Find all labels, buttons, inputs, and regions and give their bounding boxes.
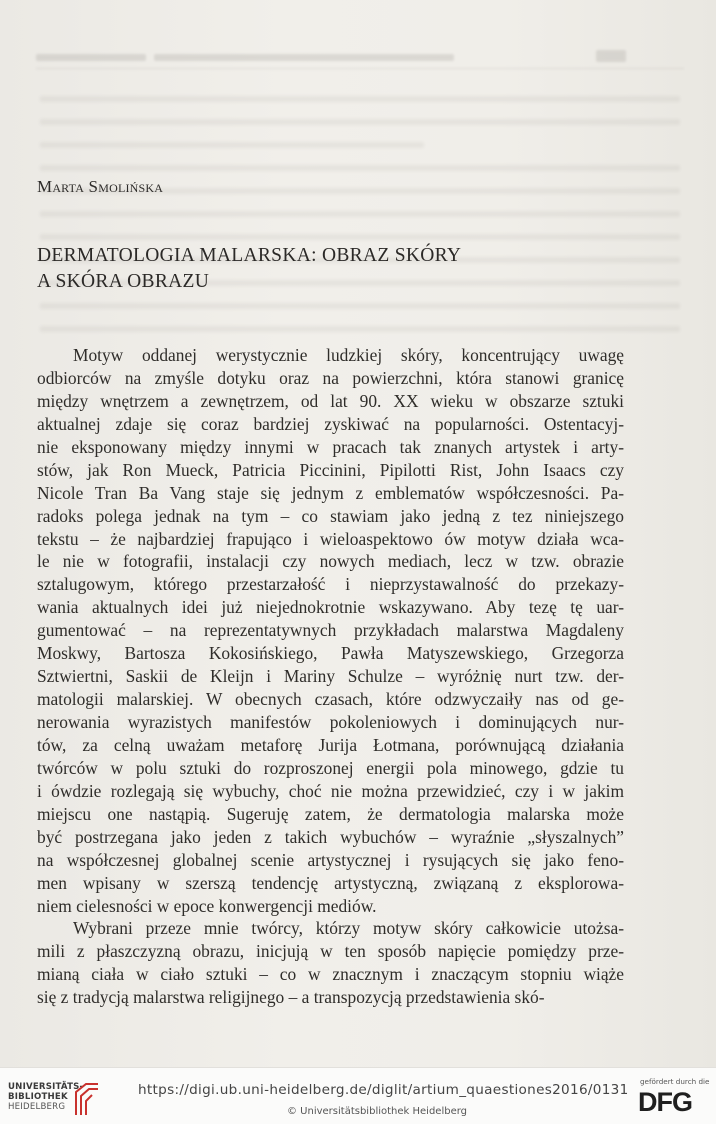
text-line: na współczesnej globalnej scenie artystycznej i rysujących się jako feno- (37, 849, 624, 870)
text-line: miejscu one nastąpią. Sugeruję zatem, że dermatologia malarska może (37, 803, 624, 824)
title-line: DERMATOLOGIA MALARSKA: OBRAZ SKÓRY (37, 245, 462, 266)
text-line: Wybrani przeze mnie twórcy, którzy motyw skóry całkowicie utożsa- (73, 918, 624, 939)
text-line: nie eksponowany między innymi w pracach tak znanych artystek i arty- (37, 436, 624, 457)
text-line: mianą ciała w ciało sztuki – co w znacznym i znaczącym stopniu wiąże (37, 964, 624, 985)
footer-bar (0, 1067, 716, 1124)
text-line: matologii malarskiej. W obecnych czasach, które odzwyczaiły nas od ge- (37, 689, 624, 710)
copyright-notice: © Universitätsbibliothek Heidelberg (287, 1106, 468, 1117)
logo-text-line: BIBLIOTHEK (8, 1092, 68, 1102)
text-line: Nicole Tran Ba Vang staje się jednym z emblematów współczesności. Pa- (37, 482, 624, 503)
text-line: stów, jak Ron Mueck, Patricia Piccinini, Pipilotti Rist, John Isaacs czy (37, 459, 624, 480)
text-line: gumentować – na reprezentatywnych przykładach malarstwa Magdaleny (37, 620, 624, 641)
text-line: być postrzegana jako jeden z takich wybuchów – wyraźnie „słyszalnych” (37, 826, 624, 847)
text-line: Motyw oddanej werystycznie ludzkiej skóry, koncentrujący uwagę (73, 345, 624, 365)
text-line: niem cielesności w epoce konwergencji mediów. (37, 895, 377, 916)
university-library-logo[interactable] (8, 1082, 104, 1116)
dfg-funding-logo[interactable] (636, 1077, 710, 1119)
text-line: sztalugowym, którego przestarzałość i nieprzystawalność do przekazy- (37, 574, 624, 595)
text-line: le nie w fotografii, instalacji czy nowych mediach, lecz w tzw. obrazie (37, 551, 624, 572)
source-url-link[interactable]: https://digi.ub.uni-heidelberg.de/diglit/artium_quaestiones2016/0131 (138, 1082, 629, 1098)
text-line: odbiorców na zmyśle dotyku oraz na powierzchni, która stanowi granicę (37, 367, 624, 388)
author-name: Marta Smolińska (37, 177, 164, 196)
text-line: men wpisany w szerszą tendencję artystyczną, związaną z eksplorowa- (37, 872, 624, 893)
text-line: mili z płaszczyzną obrazu, inicjują w ten sposób napięcie pomiędzy prze- (37, 941, 624, 962)
text-line: nerowania wyrazistych manifestów pokoleniowych i dominujących nur- (37, 712, 624, 732)
bleed-through-header (36, 48, 684, 72)
text-line: tekstu – że najbardziej frapująco i wieloaspektowo ów motyw działa wca- (37, 528, 624, 549)
article-title (37, 243, 637, 295)
text-line: twórców w polu sztuki do rozproszonej energii pola minowego, gdzie tu (37, 757, 624, 778)
funder-note: gefördert durch die (640, 1077, 710, 1086)
logo-text-line: UNIVERSITÄTS- (8, 1082, 84, 1092)
bleed-through-text (40, 96, 680, 366)
dfg-logo-text: DFG (638, 1087, 692, 1117)
article-body (37, 344, 624, 1009)
text-line: radoks polega jednak na tym – co stawiam jako jedną z tez niniejszego (37, 505, 624, 526)
library-emblem-icon (72, 1082, 102, 1116)
title-line: A SKÓRA OBRAZU (37, 271, 210, 292)
text-line: aktualnej zdaje się coraz bardziej zyskiwać na popularności. Ostentacyj- (37, 413, 624, 434)
text-line: się z tradycją malarstwa religijnego – a transpozycją przedstawienia skó- (37, 987, 545, 1008)
text-line: i ówdzie rozlegają się wybuchy, choć nie można przewidzieć, czy i w jakim (37, 780, 624, 801)
text-line: między wnętrzem a zewnętrzem, od lat 90. XX wieku w obszarze sztuki (37, 390, 624, 411)
logo-text-line: HEIDELBERG (8, 1102, 66, 1112)
text-line: Sztwiertni, Saskii de Kleijn i Mariny Schulze – wyróżnię nurt tzw. der- (37, 666, 624, 687)
text-line: Moskwy, Bartosza Kokosińskiego, Pawła Matyszewskiego, Grzegorza (37, 643, 624, 664)
text-line: tów, za celną uważam metaforę Jurija Łotmana, porównującą działania (37, 734, 624, 755)
text-line: wania aktualnych idei już niejednokrotnie wskazywano. Aby tezę tę uar- (37, 597, 624, 618)
